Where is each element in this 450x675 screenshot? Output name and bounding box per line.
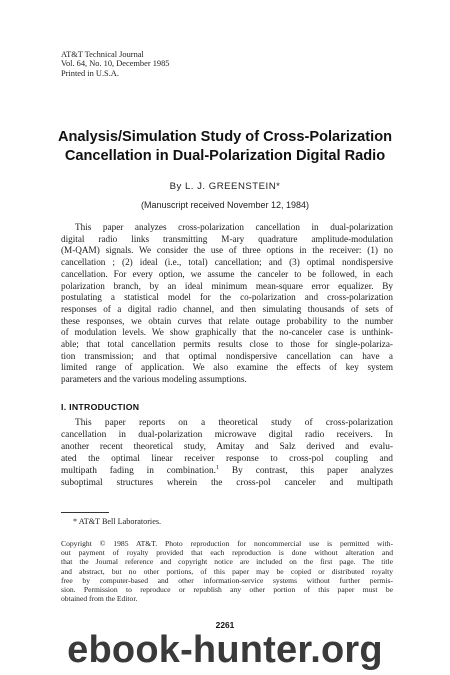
abstract-line: This paper analyzes cross-polarization cancellation in dual-polarization [75,222,393,232]
abstract-line: responses of a digital radio channel, and then simulating thousands of sets of [61,303,393,314]
watermark: ebook-hunter.org [67,629,383,671]
copyright-notice [61,539,393,603]
abstract [61,222,393,386]
citation-marker[interactable]: 1 [216,464,220,471]
footnote: * AT&T Bell Laboratories. [73,517,162,526]
body-line-tail: By contrast, this paper analyzes [219,466,393,476]
page-number: 2261 [215,620,235,630]
journal-volume: Vol. 64, No. 10, December 1985 [61,59,170,69]
abstract-line: able; that total cancellation permits results close to those for single-polariza- [61,339,393,350]
body-line: This paper reports on a theoretical study of cross-polarization [75,418,393,428]
printed-location: Printed in U.S.A. [61,68,119,78]
footnote-divider [61,512,109,513]
abstract-line: cancellation ; (2) ideal (i.e., total) cancellation; and (3) optimal nondispersive [61,257,393,268]
section-heading: I. INTRODUCTION [61,402,140,412]
abstract-line: polarization branch, by an ideal minimum mean-square error equalizer. By [61,280,393,291]
abstract-line: digital radio links transmitting M-ary quadrature amplitude-modulation [61,233,393,244]
abstract-line: of modulation levels. We show graphically that the no-canceler case is unthink- [61,327,393,338]
paper-title [40,128,410,166]
body-line: suboptimal structures wherein the cross-pol canceler and multipath [61,478,393,488]
copyright-line: sion. Permission to reproduce or republish any other portion of this paper must be [61,585,393,595]
copyright-line: and abstract, but no other portions, of this paper may be copied or distributed royalty [61,566,393,576]
abstract-line: limited range of application. We also examine the effects of key system [61,362,393,373]
copyright-line: out payment of royalty provided that each reproduction is done without alteration and [61,548,393,558]
body-line-with-citation [61,465,393,477]
body-line-text: multipath fading in combination. [61,466,217,476]
author-byline: By L. J. GREENSTEIN* [169,181,281,192]
abstract-line: postulating a statistical model for the co-polarization and cross-polarization [61,292,393,303]
body-line: another recent theoretical study, Amitay and Salz derived and evalu- [61,442,393,452]
abstract-line: parameters and the various modeling assumptions. [61,374,247,385]
copyright-line: that the Journal reference and copyright notice are included on the first page. The title [61,557,393,567]
title-line-1: Analysis/Simulation Study of Cross-Polarization [57,129,393,145]
copyright-line: Copyright © 1985 AT&T. Photo reproduction for noncommercial use is permitted with- [61,539,393,548]
introduction-text [61,417,393,489]
abstract-line: these responses, we obtain curves that relate outage probability to the number [61,315,393,326]
abstract-line: tion transmission; and that optimal nondispersive cancellation can have a [61,350,393,361]
copyright-line: obtained from the Editor. [61,594,138,604]
journal-header [61,50,169,78]
abstract-line: cancellation. For every option, we assume the canceler to be followed, in each [61,268,393,279]
journal-name: AT&T Technical Journal [61,50,144,59]
abstract-line: (M-QAM) signals. We consider the use of three options in the receiver: (1) no [61,245,393,256]
body-line: ated the optimal linear receiver response to cross-pol coupling and [61,454,393,464]
copyright-line: free by computer-based and other information-service systems without further permis- [61,575,393,585]
body-line: cancellation in dual-polarization microwave digital radio receivers. In [61,430,393,440]
manuscript-received: (Manuscript received November 12, 1984) [140,200,310,210]
title-line-2: Cancellation in Dual-Polarization Digital Radio [64,148,386,164]
